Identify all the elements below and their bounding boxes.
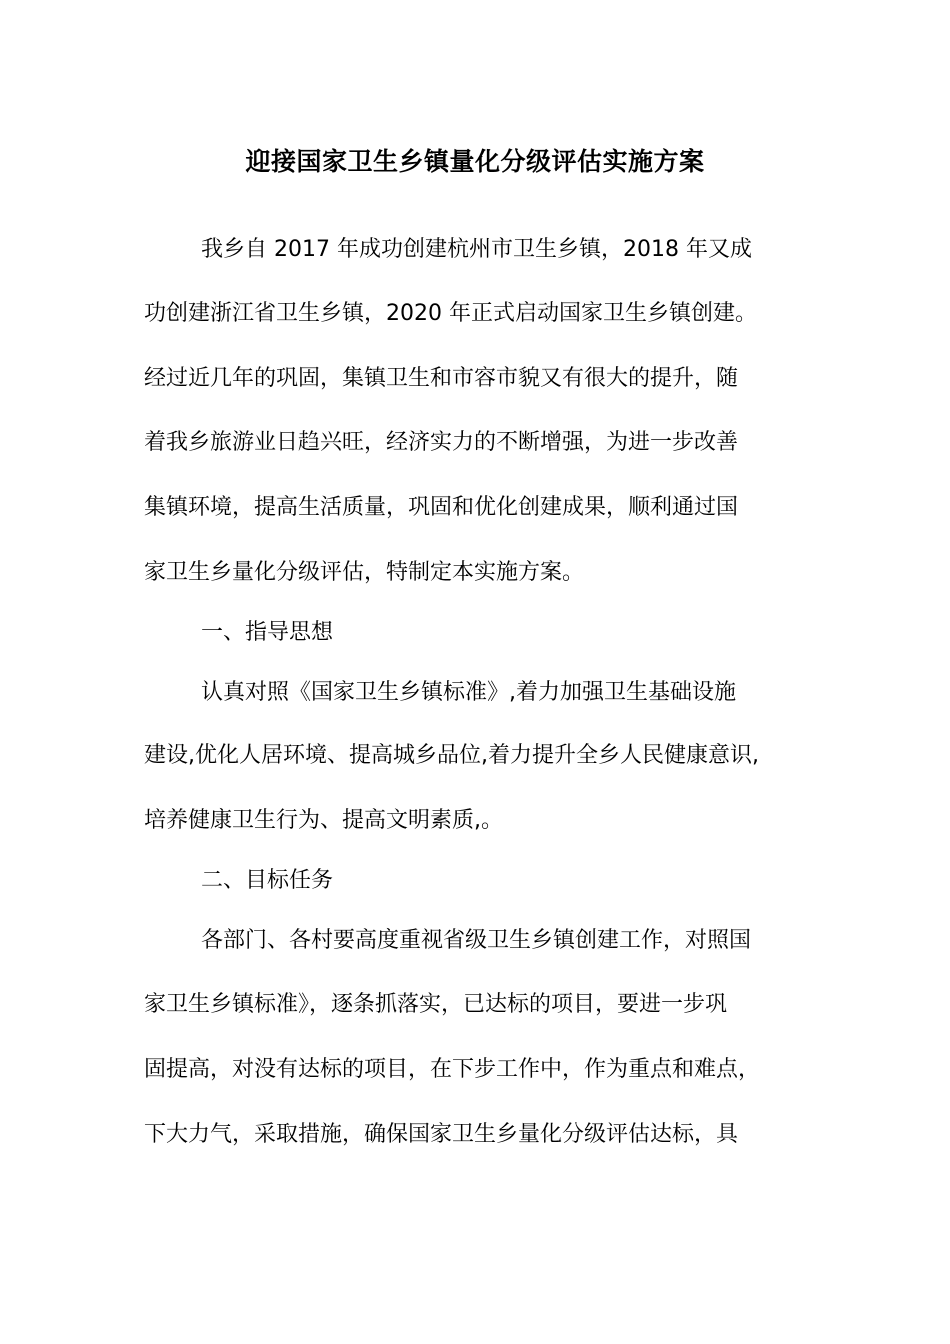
paragraph-line: 家卫生乡镇标准》，逐条抓落实，已达标的项目，要进一步巩 [144, 992, 728, 1017]
paragraph-line: 着我乡旅游业日趋兴旺，经济实力的不断增强，为进一步改善 [144, 430, 739, 455]
paragraph-line: 我乡自 2017 年成功创建杭州市卫生乡镇，2018 年又成 [201, 237, 752, 262]
paragraph-line: 固提高，对没有达标的项目，在下步工作中，作为重点和难点， [144, 1057, 761, 1082]
paragraph-line: 认真对照《国家卫生乡镇标准》,着力加强卫生基础设施 [201, 680, 736, 705]
paragraph-line: 家卫生乡量化分级评估，特制定本实施方案。 [144, 560, 585, 585]
paragraph-line: 培养健康卫生行为、提高文明素质,。 [144, 808, 503, 833]
document-title: 迎接国家卫生乡镇量化分级评估实施方案 [245, 147, 705, 176]
paragraph-line: 下大力气，采取措施，确保国家卫生乡量化分级评估达标，具 [144, 1122, 739, 1147]
paragraph-line: 建设,优化人居环境、提高城乡品位,着力提升全乡人民健康意识, [144, 743, 759, 768]
paragraph-line: 功创建浙江省卫生乡镇，2020 年正式启动国家卫生乡镇创建。 [144, 301, 757, 326]
paragraph-line: 经过近几年的巩固，集镇卫生和市容市貌又有很大的提升，随 [144, 366, 739, 391]
section-heading-goals-tasks: 二、目标任务 [201, 868, 334, 893]
section-heading-guiding-ideology: 一、指导思想 [201, 620, 334, 645]
paragraph-line: 各部门、各村要高度重视省级卫生乡镇创建工作，对照国 [201, 928, 752, 953]
paragraph-line: 集镇环境，提高生活质量，巩固和优化创建成果，顺利通过国 [144, 495, 739, 520]
